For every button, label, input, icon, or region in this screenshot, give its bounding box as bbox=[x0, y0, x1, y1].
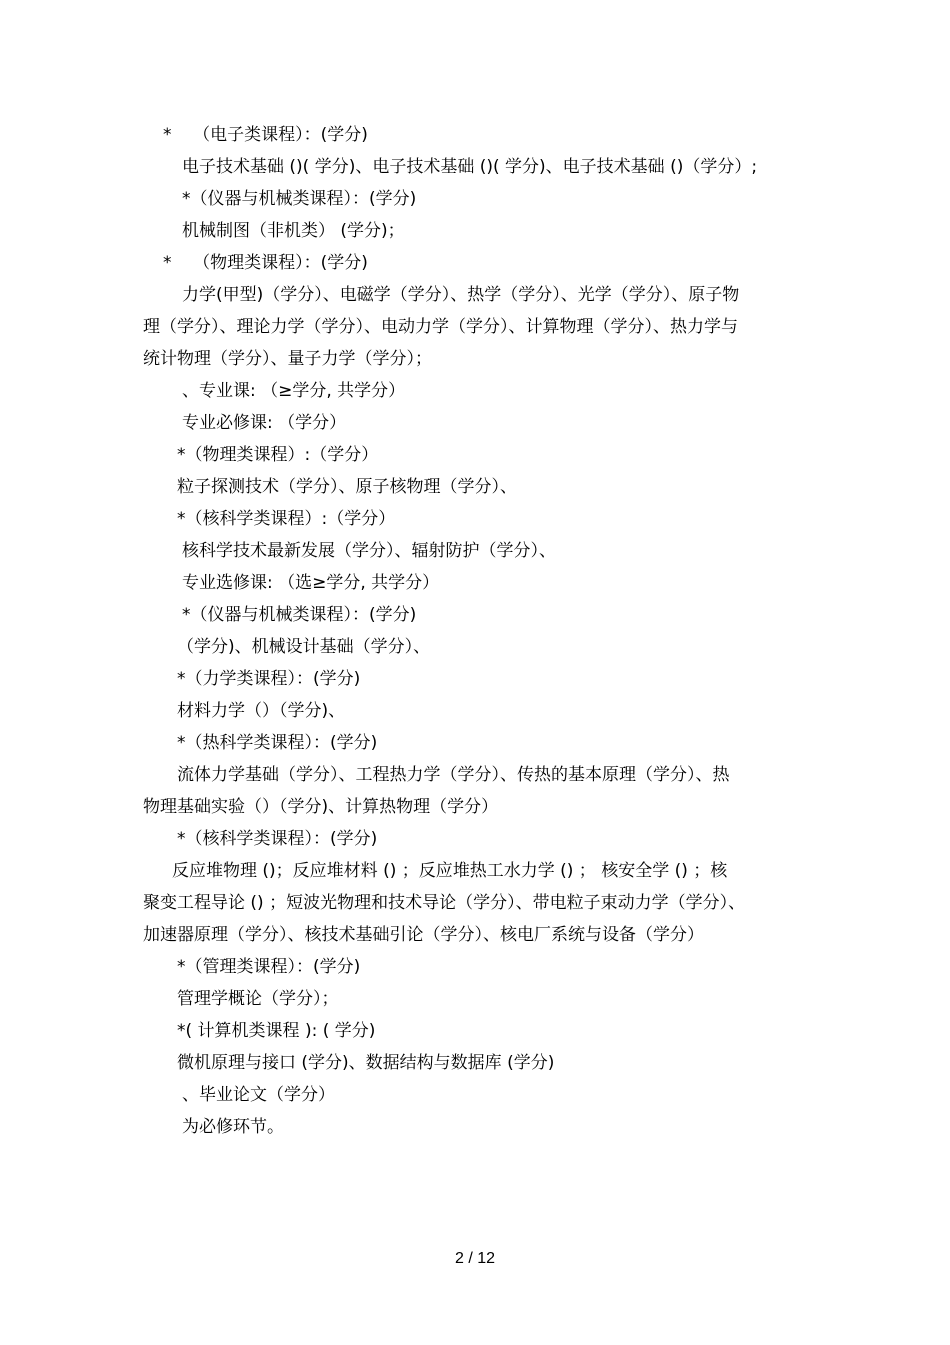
text-line: *（仪器与机械类课程）：(学分) bbox=[182, 605, 417, 625]
text-line: 理（学分）、理论力学（学分）、电动力学（学分）、计算物理（学分）、热力学与 bbox=[143, 317, 738, 337]
text-line: 管理学概论（学分）； bbox=[177, 989, 339, 1009]
text-line: 为必修环节。 bbox=[182, 1117, 284, 1137]
text-line: 专业选修课: （选≥学分, 共学分） bbox=[182, 573, 440, 593]
text-line: *（核科学类课程）：(学分) bbox=[177, 829, 378, 849]
text-line: * （物理类课程）：(学分) bbox=[163, 253, 368, 273]
text-line: 流体力学基础（学分）、工程热力学（学分）、传热的基本原理（学分）、热 bbox=[177, 765, 730, 785]
text-line: *（管理类课程）：(学分) bbox=[177, 957, 361, 977]
text-line: * （电子类课程）：(学分) bbox=[163, 125, 368, 145]
text-line: 统计物理（学分）、量子力学（学分）； bbox=[143, 349, 432, 369]
text-line: 物理基础实验（）（学分)、计算热物理（学分） bbox=[143, 797, 499, 817]
text-line: *（物理类课程）:（学分） bbox=[177, 445, 379, 465]
text-line: （学分)、机械设计基础（学分）、 bbox=[177, 637, 431, 657]
text-line: 力学(甲型)（学分）、电磁学（学分）、热学（学分）、光学（学分）、原子物 bbox=[182, 285, 740, 305]
page-number: 2 / 12 bbox=[454, 1250, 496, 1267]
text-line: 专业必修课: （学分） bbox=[182, 413, 347, 433]
text-line: 核科学技术最新发展（学分）、辐射防护（学分）、 bbox=[182, 541, 556, 561]
text-line: 、毕业论文（学分） bbox=[182, 1085, 335, 1105]
text-line: 、专业课: （≥学分, 共学分） bbox=[182, 381, 406, 401]
text-line: 聚变工程导论 () ；短波光物理和技术导论（学分）、带电粒子束动力学（学分）、 bbox=[143, 893, 746, 913]
text-line: *（热科学类课程）：(学分) bbox=[177, 733, 378, 753]
text-line: *（仪器与机械类课程）：(学分) bbox=[182, 189, 417, 209]
text-line: 材料力学（）（学分)、 bbox=[177, 701, 346, 721]
text-line: 微机原理与接口 (学分)、数据结构与数据库 (学分) bbox=[177, 1053, 555, 1073]
text-line: 电子技术基础 ()( 学分)、电子技术基础 ()( 学分)、电子技术基础 ()（学分）; bbox=[182, 157, 758, 177]
text-line: 加速器原理（学分）、核技术基础引论（学分）、核电厂系统与设备（学分） bbox=[143, 925, 704, 945]
text-line: 粒子探测技术（学分）、原子核物理（学分）、 bbox=[177, 477, 517, 497]
text-line: *（核科学类课程）:（学分） bbox=[177, 509, 396, 529]
text-line: 反应堆物理 ()；反应堆材料 () ；反应堆热工水力学 () ； 核安全学 () ；核 bbox=[172, 861, 728, 881]
text-line: 机械制图（非机类） (学分)； bbox=[182, 221, 405, 241]
text-line: *( 计算机类课程 ): ( 学分) bbox=[177, 1021, 376, 1041]
text-line: *（力学类课程）：(学分) bbox=[177, 669, 361, 689]
